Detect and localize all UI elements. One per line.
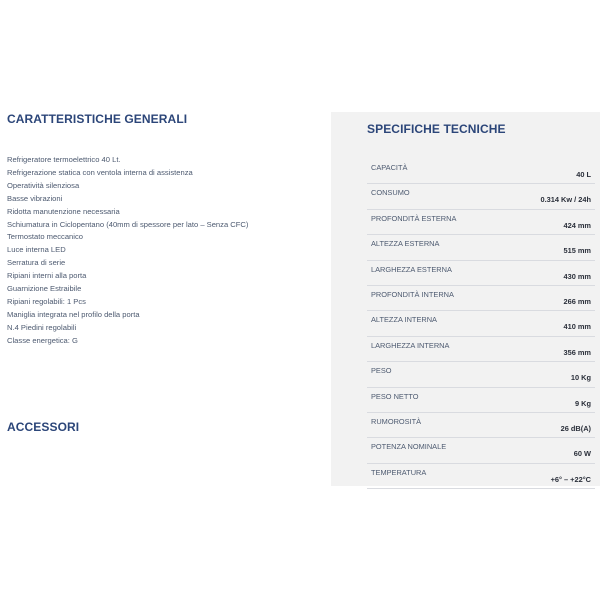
feature-item: Guarnizione Estraibile: [7, 284, 82, 294]
feature-item: Luce interna LED: [7, 245, 66, 255]
specs-heading: SPECIFICHE TECNICHE: [367, 122, 506, 136]
spec-value: 60 W: [573, 449, 591, 459]
spec-row: [367, 210, 595, 235]
feature-item: Ripiani interni alla porta: [7, 271, 87, 281]
spec-row: [367, 235, 595, 260]
spec-value: 9 Kg: [574, 398, 591, 408]
spec-row: [367, 184, 595, 209]
spec-value: 356 mm: [563, 347, 591, 357]
spec-label: ALTEZZA ESTERNA: [371, 239, 440, 249]
spec-row: [367, 362, 595, 387]
spec-row: [367, 311, 595, 336]
spec-label: LARGHEZZA ESTERNA: [371, 264, 452, 274]
spec-row: [367, 261, 595, 286]
spec-label: POTENZA NOMINALE: [371, 442, 447, 452]
feature-item: Schiumatura in Ciclopentano (40mm di spessore per lato – Senza CFC): [7, 219, 249, 229]
spec-value: 26 dB(A): [560, 423, 591, 433]
features-list: [7, 154, 248, 348]
spec-value: 515 mm: [563, 246, 591, 256]
spec-label: RUMOROSITÀ: [371, 416, 422, 426]
spec-value: 410 mm: [563, 322, 591, 332]
feature-item: Termostato meccanico: [7, 232, 83, 242]
spec-row: [367, 438, 595, 463]
spec-row: [367, 286, 595, 311]
spec-label: PROFONDITÀ INTERNA: [371, 289, 454, 299]
accessories-heading: ACCESSORI: [7, 420, 80, 434]
specs-panel: [331, 112, 600, 486]
feature-item: Ridotta manutenzione necessaria: [7, 206, 120, 216]
spec-label: PROFONDITÀ ESTERNA: [371, 213, 457, 223]
feature-item: Basse vibrazioni: [7, 193, 63, 203]
spec-value: +6° – +22°C: [550, 474, 591, 484]
spec-value: 10 Kg: [570, 373, 591, 383]
spec-label: TEMPERATURA: [371, 467, 427, 477]
spec-value: 424 mm: [563, 220, 591, 230]
spec-row: [367, 337, 595, 362]
feature-item: Serratura di serie: [7, 258, 66, 268]
spec-label: ALTEZZA INTERNA: [371, 315, 437, 325]
spec-row: [367, 413, 595, 438]
spec-value: 430 mm: [563, 271, 591, 281]
feature-item: Maniglia integrata nel profilo della porta: [7, 309, 140, 319]
feature-item: Refrigeratore termoelettrico 40 Lt.: [7, 155, 121, 164]
spec-label: CONSUMO: [371, 188, 410, 198]
general-heading: CARATTERISTICHE GENERALI: [7, 112, 188, 126]
specs-table: [367, 159, 595, 489]
spec-value: 40 L: [576, 170, 591, 179]
feature-item: N.4 Piedini regolabili: [7, 322, 77, 332]
general-section: [7, 112, 327, 345]
feature-item: Ripiani regolabili: 1 Pcs: [7, 296, 86, 306]
spec-row: [367, 464, 595, 489]
feature-item: Classe energetica: G: [7, 335, 78, 345]
spec-row: [367, 159, 595, 184]
spec-value: 0.314 Kw / 24h: [540, 195, 591, 205]
spec-value: 266 mm: [563, 296, 591, 306]
spec-label: PESO NETTO: [371, 391, 419, 401]
feature-item: Operatività silenziosa: [7, 180, 80, 190]
spec-label: PESO: [371, 366, 392, 376]
spec-label: LARGHEZZA INTERNA: [371, 340, 450, 350]
feature-item: Refrigerazione statica con ventola interna di assistenza: [7, 167, 193, 177]
spec-label: CAPACITÀ: [371, 163, 408, 172]
spec-row: [367, 388, 595, 413]
